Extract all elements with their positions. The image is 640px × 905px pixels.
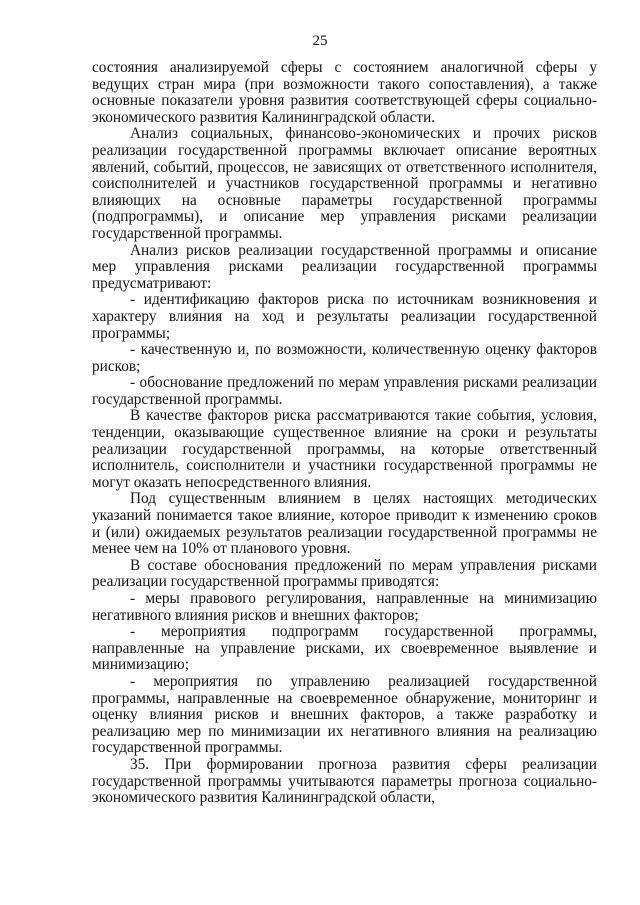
list-item-5: - мероприятия подпрограмм государственной программы, направленные на управление рисками, их своевременное выявление и минимизацию; [92, 623, 597, 674]
list-item-3: - обоснование предложений по мерам управления рисками реализации государственной программы. [92, 374, 597, 408]
paragraph-3: Анализ рисков реализации государственной программы и описание мер управления рисками реализации государственной программы предусматривают: [92, 241, 597, 292]
list-item-6: - мероприятия по управлению реализацией государственной программы, направленные на своевременное обнаружение, мониторинг и оценку влияния рисков и внешних факторов, а также разработку и реализацию мер по минимизации их негативного влияния на реализацию государственной программы. [92, 672, 597, 757]
list-item-4: - меры правового регулирования, направленные на минимизацию негативного влияния рисков и внешних факторов; [92, 590, 597, 624]
list-item-1: - идентификацию факторов риска по источникам возникновения и характеру влияния на ход и результаты реализации государственной программы; [92, 291, 597, 342]
paragraph-2: Анализ социальных, финансово-экономических и прочих рисков реализации государственной программы включает описание вероятных явлений, событий, процессов, не зависящих от ответственного исполнителя, соисполнителей и участников государственной программы и негативно влияющих на основные параметры государственной программы (подпрограммы), и описание мер управления рисками реализации государственной программы. [92, 125, 597, 242]
paragraph-6: В составе обоснования предложений по мерам управления рисками реализации государственной программы приводятся: [92, 556, 597, 591]
paragraph-5: Под существенным влиянием в целях настоящих методических указаний понимается такое влияние, которое приводит к изменению сроков и (или) ожидаемых результатов реализации государственной программы не менее чем на 10% от планового уровня. [92, 490, 597, 558]
paragraph-1: состояния анализируемой сферы с состоянием аналогичной сферы у ведущих стран мира (при возможности такого сопоставления), а также основные показатели уровня развития соответствующей сферы социально-экономического развития Калининградской области. [92, 59, 597, 126]
document-body [92, 60, 597, 807]
paragraph-4: В качестве факторов риска рассматриваются такие события, условия, тенденции, оказывающие существенное влияние на сроки и результаты реализации государственной программы, на которые ответственный исполнитель, соисполнители и участники государственной программы не могут оказать непосредственного влияния. [92, 407, 597, 491]
list-item-2: - качественную и, по возможности, количественную оценку факторов рисков; [92, 341, 597, 375]
paragraph-7: 35. При формировании прогноза развития сферы реализации государственной программы учитываются параметры прогноза социально-экономического развития Калининградской области, [92, 755, 597, 807]
page-number: 25 [312, 33, 328, 49]
